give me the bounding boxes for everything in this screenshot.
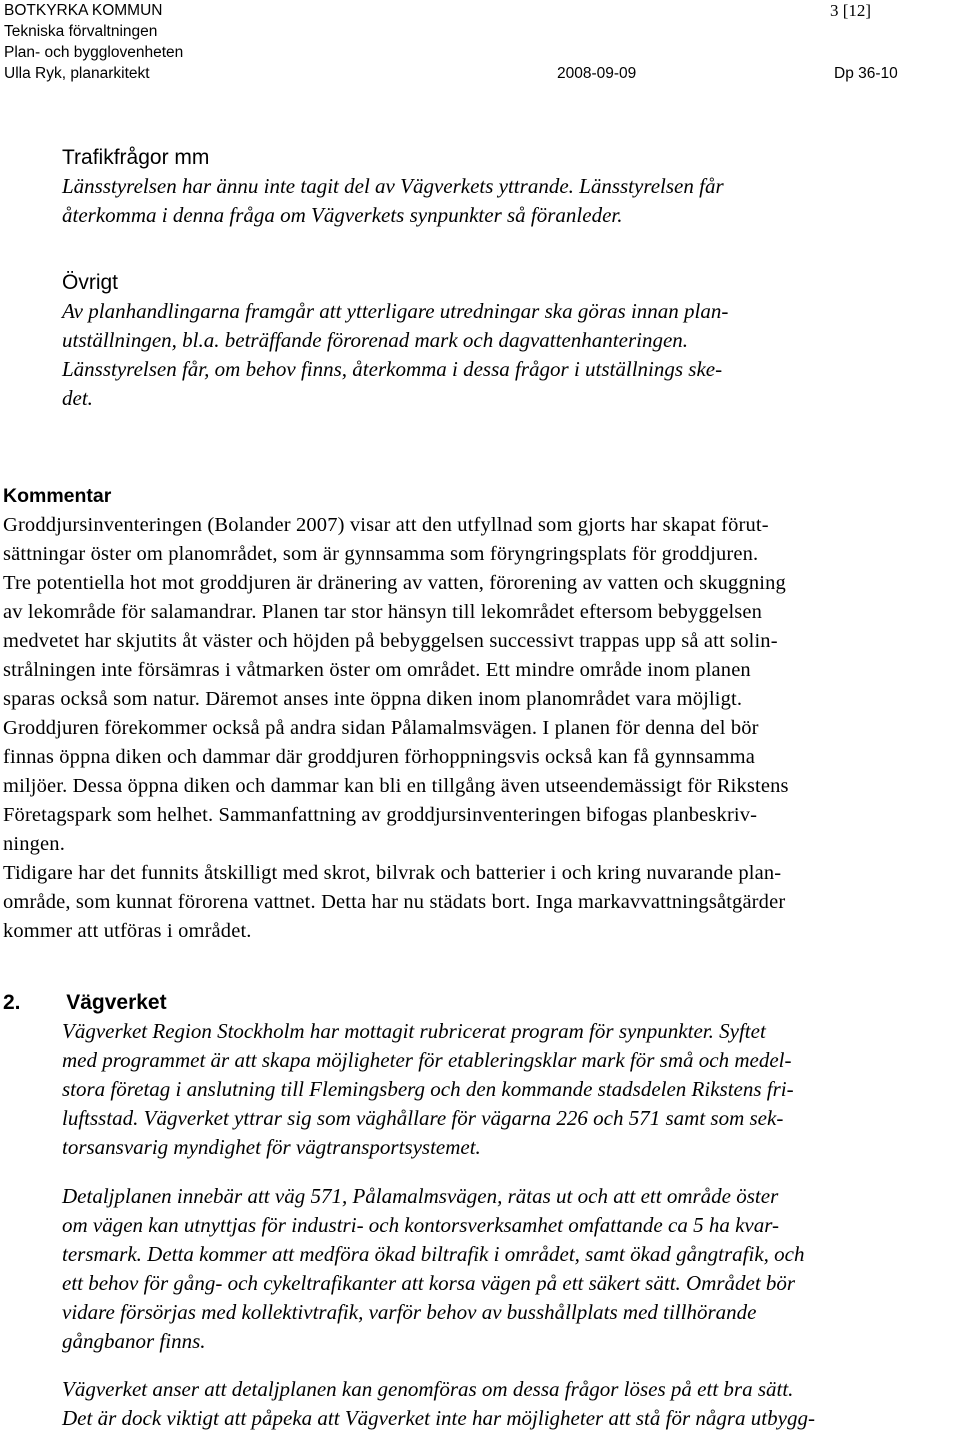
text-line: finnas öppna diken och dammar där groddjuren förhoppningsvis också kan få gynnsamma xyxy=(3,746,755,768)
document-reference: Dp 36-10 xyxy=(834,65,898,82)
text-line: gångbanor finns. xyxy=(62,1329,206,1353)
header-row-2 xyxy=(4,21,954,42)
section-trafikfragor xyxy=(62,143,724,230)
text-line: stora företag i anslutning till Flemingsberg och den kommande stadsdelen Rikstens fri- xyxy=(62,1077,794,1101)
header-row-4 xyxy=(4,63,954,84)
vagverket-paragraph-3 xyxy=(62,1375,815,1433)
section-kommentar xyxy=(3,482,789,946)
vagverket-paragraph-1 xyxy=(62,1017,794,1162)
text-line: strålningen inte försämras i våtmarken öster om området. Ett mindre område inom planen xyxy=(3,659,751,681)
text-line: luftsstad. Vägverket yttrar sig som väghållare för vägarna 226 och 571 samt som sek- xyxy=(62,1106,784,1130)
text-line: Vägverket Region Stockholm har mottagit rubricerat program för synpunkter. Syftet xyxy=(62,1019,766,1043)
text-line: vidare försörjas med kollektivtrafik, varför behov av busshållplats med tillhörande xyxy=(62,1300,757,1324)
text-line: Länsstyrelsen har ännu inte tagit del av Vägverkets yttrande. Länsstyrelsen får xyxy=(62,174,724,198)
section-number: 2. xyxy=(3,991,21,1014)
text-line: Av planhandlingarna framgår att ytterligare utredningar ska göras innan plan- xyxy=(62,299,729,323)
text-line: utställningen, bl.a. beträffande förorenad mark och dagvattenhanteringen. xyxy=(62,328,689,352)
author-name: Ulla Ryk, planarkitekt xyxy=(4,65,150,82)
document-header xyxy=(4,0,954,84)
text-line: Detaljplanen innebär att väg 571, Pålamalmsvägen, rätas ut och att ett område öster xyxy=(62,1184,779,1208)
page-number: 3 [12] xyxy=(830,1,872,20)
text-line: Länsstyrelsen får, om behov finns, återkomma i dessa frågor i utställnings ske- xyxy=(62,357,723,381)
section-vagverket-heading xyxy=(3,988,167,1017)
text-line: Groddjuren förekommer också på andra sidan Pålamalmsvägen. I planen för denna del bör xyxy=(3,717,759,739)
text-line: medvetet har skjutits åt väster och höjden på bebyggelsen successivt trappas upp så att solin- xyxy=(3,630,778,652)
text-line: Tidigare har det funnits åtskilligt med skrot, bilvrak och batterier i och kring nuvarande plan- xyxy=(3,862,782,884)
text-line: Företagspark som helhet. Sammanfattning av groddjursinventeringen bifogas planbeskriv- xyxy=(3,804,758,826)
text-line: Groddjursinventeringen (Bolander 2007) visar att den utfyllnad som gjorts har skapat förut- xyxy=(3,514,769,536)
text-line: sparas också som natur. Däremot anses inte öppna diken inom planområdet vara möjligt. xyxy=(3,688,743,710)
text-line: ningen. xyxy=(3,833,65,855)
vagverket-paragraph-2 xyxy=(62,1182,805,1356)
text-line: om vägen kan utnyttjas för industri- och kontorsverksamhet omfattande ca 5 ha kvar- xyxy=(62,1213,779,1237)
section-ovrigt xyxy=(62,268,728,413)
header-row-1 xyxy=(4,0,954,21)
text-line: Tre potentiella hot mot groddjuren är dränering av vatten, förorening av vatten och skuggning xyxy=(3,572,786,594)
text-line: miljöer. Dessa öppna diken och dammar kan bli en tillgång även utseendemässigt för Rikstens xyxy=(3,775,789,797)
section-heading: Trafikfrågor mm xyxy=(62,146,210,169)
text-line: ett behov för gång- och cykeltrafikanter att korsa vägen på ett säkert sätt. Området bör xyxy=(62,1271,796,1295)
text-line: Vägverket anser att detaljplanen kan genomföras om dessa frågor löses på ett bra sätt. xyxy=(62,1377,794,1401)
text-line: tersmark. Detta kommer att medföra ökad biltrafik i området, samt ökad gångtrafik, och xyxy=(62,1242,805,1266)
text-line: kommer att utföras i området. xyxy=(3,920,252,942)
text-line: Det är dock viktigt att påpeka att Vägverket inte har möjligheter att stå för några utbygg- xyxy=(62,1406,815,1430)
header-row-3 xyxy=(4,42,954,63)
department-name: Tekniska förvaltningen xyxy=(4,23,158,40)
municipality-name: BOTKYRKA KOMMUN xyxy=(4,2,163,19)
text-line: återkomma i denna fråga om Vägverkets synpunkter så föranleder. xyxy=(62,203,623,227)
text-line: sättningar öster om planområdet, som är gynnsamma som föryngringsplats för groddjuren. xyxy=(3,543,759,565)
section-heading: Kommentar xyxy=(3,485,112,507)
text-line: det. xyxy=(62,386,93,410)
section-heading: Vägverket xyxy=(66,991,167,1014)
text-line: torsansvarig myndighet för vägtransportsystemet. xyxy=(62,1135,481,1159)
text-line: med programmet är att skapa möjligheter för etableringsklar mark för små och medel- xyxy=(62,1048,792,1072)
text-line: av lekområde för salamandrar. Planen tar stor hänsyn till lekområdet eftersom bebyggelsen xyxy=(3,601,763,623)
document-date: 2008-09-09 xyxy=(557,65,637,82)
text-line: område, som kunnat förorena vattnet. Detta har nu städats bort. Inga markavvattningsåtgärder xyxy=(3,891,786,913)
section-heading: Övrigt xyxy=(62,271,119,294)
unit-name: Plan- och bygglovenheten xyxy=(4,44,184,61)
